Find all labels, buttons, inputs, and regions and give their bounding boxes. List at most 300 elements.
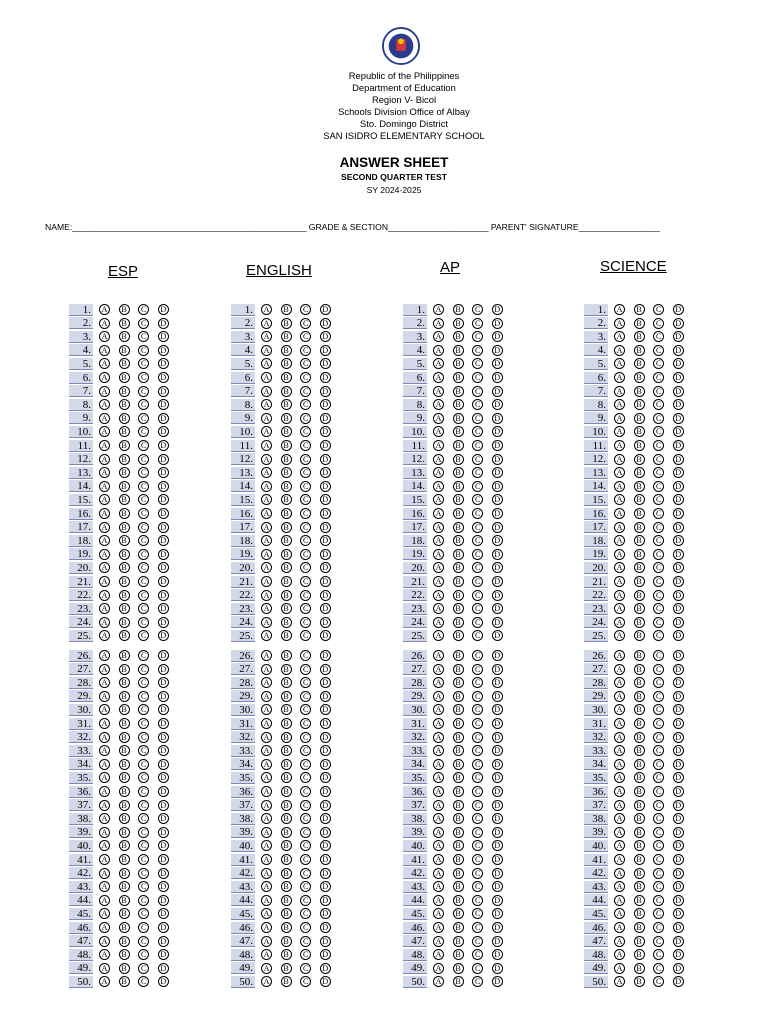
choice-bubble-b[interactable]: B [453,827,464,838]
choice-bubble-b[interactable]: B [119,331,130,342]
choice-bubble-b[interactable]: B [281,494,292,505]
choice-bubble-d[interactable]: D [673,345,684,356]
choice-bubble-a[interactable]: A [614,358,625,369]
choice-bubble-d[interactable]: D [492,358,503,369]
student-info-line[interactable]: NAME:_________________________________________________ GRADE & SECTION_____________________ PARENT' SIGNATURE_________________ [45,222,660,232]
choice-bubble-b[interactable]: B [634,426,645,437]
choice-bubble-a[interactable]: A [261,908,272,919]
choice-bubble-c[interactable]: C [138,908,149,919]
choice-bubble-a[interactable]: A [99,617,110,628]
choice-bubble-c[interactable]: C [300,413,311,424]
choice-bubble-a[interactable]: A [99,813,110,824]
choice-bubble-a[interactable]: A [99,786,110,797]
choice-bubble-b[interactable]: B [634,508,645,519]
choice-bubble-d[interactable]: D [320,399,331,410]
choice-bubble-d[interactable]: D [320,704,331,715]
choice-bubble-b[interactable]: B [281,481,292,492]
choice-bubble-b[interactable]: B [281,854,292,865]
choice-bubble-a[interactable]: A [614,562,625,573]
choice-bubble-c[interactable]: C [138,922,149,933]
choice-bubble-d[interactable]: D [320,677,331,688]
choice-bubble-c[interactable]: C [472,318,483,329]
choice-bubble-d[interactable]: D [158,691,169,702]
choice-bubble-a[interactable]: A [261,704,272,715]
choice-bubble-c[interactable]: C [300,786,311,797]
choice-bubble-b[interactable]: B [119,535,130,546]
choice-bubble-d[interactable]: D [492,590,503,601]
choice-bubble-a[interactable]: A [433,454,444,465]
choice-bubble-b[interactable]: B [453,467,464,478]
choice-bubble-a[interactable]: A [433,745,444,756]
choice-bubble-c[interactable]: C [653,691,664,702]
choice-bubble-b[interactable]: B [281,535,292,546]
choice-bubble-c[interactable]: C [138,772,149,783]
choice-bubble-d[interactable]: D [673,467,684,478]
choice-bubble-c[interactable]: C [138,664,149,675]
choice-bubble-d[interactable]: D [492,976,503,987]
choice-bubble-b[interactable]: B [119,895,130,906]
choice-bubble-a[interactable]: A [433,732,444,743]
choice-bubble-b[interactable]: B [453,759,464,770]
choice-bubble-d[interactable]: D [673,908,684,919]
choice-bubble-d[interactable]: D [320,759,331,770]
choice-bubble-a[interactable]: A [99,800,110,811]
choice-bubble-d[interactable]: D [320,372,331,383]
choice-bubble-a[interactable]: A [261,318,272,329]
choice-bubble-b[interactable]: B [119,936,130,947]
choice-bubble-d[interactable]: D [673,454,684,465]
choice-bubble-b[interactable]: B [453,895,464,906]
choice-bubble-c[interactable]: C [653,936,664,947]
choice-bubble-c[interactable]: C [472,772,483,783]
choice-bubble-c[interactable]: C [300,800,311,811]
choice-bubble-b[interactable]: B [453,535,464,546]
choice-bubble-d[interactable]: D [158,854,169,865]
choice-bubble-c[interactable]: C [138,549,149,560]
choice-bubble-a[interactable]: A [99,345,110,356]
choice-bubble-c[interactable]: C [300,936,311,947]
choice-bubble-c[interactable]: C [138,617,149,628]
choice-bubble-b[interactable]: B [453,976,464,987]
choice-bubble-b[interactable]: B [119,399,130,410]
choice-bubble-a[interactable]: A [614,691,625,702]
choice-bubble-c[interactable]: C [300,345,311,356]
choice-bubble-b[interactable]: B [281,677,292,688]
choice-bubble-c[interactable]: C [300,372,311,383]
choice-bubble-b[interactable]: B [453,718,464,729]
choice-bubble-d[interactable]: D [673,399,684,410]
choice-bubble-a[interactable]: A [614,590,625,601]
choice-bubble-c[interactable]: C [300,467,311,478]
choice-bubble-c[interactable]: C [653,399,664,410]
choice-bubble-a[interactable]: A [433,358,444,369]
choice-bubble-d[interactable]: D [492,304,503,315]
choice-bubble-c[interactable]: C [472,481,483,492]
choice-bubble-b[interactable]: B [119,922,130,933]
choice-bubble-a[interactable]: A [614,549,625,560]
choice-bubble-b[interactable]: B [281,759,292,770]
choice-bubble-c[interactable]: C [472,813,483,824]
choice-bubble-a[interactable]: A [433,664,444,675]
choice-bubble-a[interactable]: A [433,630,444,641]
choice-bubble-d[interactable]: D [673,535,684,546]
choice-bubble-a[interactable]: A [99,936,110,947]
choice-bubble-c[interactable]: C [653,745,664,756]
choice-bubble-a[interactable]: A [433,426,444,437]
choice-bubble-a[interactable]: A [99,318,110,329]
choice-bubble-b[interactable]: B [634,908,645,919]
choice-bubble-d[interactable]: D [320,868,331,879]
choice-bubble-b[interactable]: B [634,759,645,770]
choice-bubble-a[interactable]: A [433,772,444,783]
choice-bubble-d[interactable]: D [158,745,169,756]
choice-bubble-b[interactable]: B [281,936,292,947]
choice-bubble-a[interactable]: A [614,732,625,743]
choice-bubble-b[interactable]: B [281,786,292,797]
choice-bubble-c[interactable]: C [300,304,311,315]
choice-bubble-c[interactable]: C [300,318,311,329]
choice-bubble-a[interactable]: A [614,372,625,383]
choice-bubble-c[interactable]: C [472,440,483,451]
choice-bubble-d[interactable]: D [492,800,503,811]
choice-bubble-b[interactable]: B [634,345,645,356]
choice-bubble-b[interactable]: B [453,732,464,743]
choice-bubble-a[interactable]: A [261,963,272,974]
choice-bubble-d[interactable]: D [673,331,684,342]
choice-bubble-b[interactable]: B [453,881,464,892]
choice-bubble-d[interactable]: D [673,590,684,601]
choice-bubble-b[interactable]: B [119,827,130,838]
choice-bubble-c[interactable]: C [138,372,149,383]
choice-bubble-a[interactable]: A [261,522,272,533]
choice-bubble-b[interactable]: B [453,508,464,519]
choice-bubble-c[interactable]: C [138,704,149,715]
choice-bubble-c[interactable]: C [138,467,149,478]
choice-bubble-c[interactable]: C [472,936,483,947]
choice-bubble-d[interactable]: D [320,345,331,356]
choice-bubble-d[interactable]: D [673,854,684,865]
choice-bubble-c[interactable]: C [653,908,664,919]
choice-bubble-d[interactable]: D [492,481,503,492]
choice-bubble-a[interactable]: A [99,304,110,315]
choice-bubble-d[interactable]: D [492,949,503,960]
choice-bubble-d[interactable]: D [320,732,331,743]
choice-bubble-c[interactable]: C [653,704,664,715]
choice-bubble-c[interactable]: C [138,949,149,960]
choice-bubble-c[interactable]: C [300,691,311,702]
choice-bubble-b[interactable]: B [634,576,645,587]
choice-bubble-d[interactable]: D [158,386,169,397]
choice-bubble-c[interactable]: C [472,800,483,811]
choice-bubble-d[interactable]: D [158,481,169,492]
choice-bubble-d[interactable]: D [320,617,331,628]
choice-bubble-a[interactable]: A [261,562,272,573]
choice-bubble-c[interactable]: C [653,895,664,906]
choice-bubble-c[interactable]: C [653,813,664,824]
choice-bubble-c[interactable]: C [300,399,311,410]
choice-bubble-c[interactable]: C [138,454,149,465]
choice-bubble-a[interactable]: A [261,576,272,587]
choice-bubble-a[interactable]: A [614,386,625,397]
choice-bubble-b[interactable]: B [453,454,464,465]
choice-bubble-c[interactable]: C [472,454,483,465]
choice-bubble-d[interactable]: D [320,949,331,960]
choice-bubble-b[interactable]: B [119,549,130,560]
choice-bubble-d[interactable]: D [320,304,331,315]
choice-bubble-d[interactable]: D [492,603,503,614]
choice-bubble-c[interactable]: C [653,868,664,879]
choice-bubble-b[interactable]: B [281,318,292,329]
choice-bubble-b[interactable]: B [453,345,464,356]
choice-bubble-c[interactable]: C [300,426,311,437]
choice-bubble-b[interactable]: B [634,813,645,824]
choice-bubble-d[interactable]: D [492,664,503,675]
choice-bubble-b[interactable]: B [281,813,292,824]
choice-bubble-c[interactable]: C [653,677,664,688]
choice-bubble-b[interactable]: B [119,345,130,356]
choice-bubble-d[interactable]: D [158,772,169,783]
choice-bubble-a[interactable]: A [261,426,272,437]
choice-bubble-d[interactable]: D [492,745,503,756]
choice-bubble-c[interactable]: C [138,895,149,906]
choice-bubble-a[interactable]: A [99,759,110,770]
choice-bubble-b[interactable]: B [634,718,645,729]
choice-bubble-a[interactable]: A [433,922,444,933]
choice-bubble-d[interactable]: D [320,467,331,478]
choice-bubble-b[interactable]: B [119,386,130,397]
choice-bubble-c[interactable]: C [653,549,664,560]
choice-bubble-d[interactable]: D [158,963,169,974]
choice-bubble-c[interactable]: C [300,590,311,601]
choice-bubble-b[interactable]: B [281,467,292,478]
choice-bubble-d[interactable]: D [492,827,503,838]
choice-bubble-d[interactable]: D [492,840,503,851]
choice-bubble-b[interactable]: B [281,603,292,614]
choice-bubble-a[interactable]: A [99,630,110,641]
choice-bubble-b[interactable]: B [281,630,292,641]
choice-bubble-d[interactable]: D [320,562,331,573]
choice-bubble-a[interactable]: A [99,494,110,505]
choice-bubble-b[interactable]: B [634,895,645,906]
choice-bubble-c[interactable]: C [653,854,664,865]
choice-bubble-a[interactable]: A [99,854,110,865]
choice-bubble-c[interactable]: C [472,331,483,342]
choice-bubble-c[interactable]: C [653,759,664,770]
choice-bubble-c[interactable]: C [653,963,664,974]
choice-bubble-b[interactable]: B [281,732,292,743]
choice-bubble-c[interactable]: C [300,677,311,688]
choice-bubble-a[interactable]: A [261,949,272,960]
choice-bubble-d[interactable]: D [492,331,503,342]
choice-bubble-d[interactable]: D [673,304,684,315]
choice-bubble-d[interactable]: D [320,576,331,587]
choice-bubble-c[interactable]: C [138,691,149,702]
choice-bubble-b[interactable]: B [281,963,292,974]
choice-bubble-a[interactable]: A [614,467,625,478]
choice-bubble-d[interactable]: D [492,908,503,919]
choice-bubble-b[interactable]: B [634,745,645,756]
choice-bubble-d[interactable]: D [673,704,684,715]
choice-bubble-c[interactable]: C [472,908,483,919]
choice-bubble-b[interactable]: B [634,827,645,838]
choice-bubble-c[interactable]: C [138,522,149,533]
choice-bubble-a[interactable]: A [261,331,272,342]
choice-bubble-b[interactable]: B [634,840,645,851]
choice-bubble-d[interactable]: D [158,576,169,587]
choice-bubble-d[interactable]: D [492,617,503,628]
choice-bubble-a[interactable]: A [433,304,444,315]
choice-bubble-a[interactable]: A [433,508,444,519]
choice-bubble-c[interactable]: C [653,976,664,987]
choice-bubble-b[interactable]: B [119,590,130,601]
choice-bubble-c[interactable]: C [653,331,664,342]
choice-bubble-c[interactable]: C [300,759,311,770]
choice-bubble-c[interactable]: C [300,603,311,614]
choice-bubble-a[interactable]: A [614,922,625,933]
choice-bubble-c[interactable]: C [653,522,664,533]
choice-bubble-a[interactable]: A [433,704,444,715]
choice-bubble-c[interactable]: C [300,895,311,906]
choice-bubble-a[interactable]: A [99,535,110,546]
choice-bubble-b[interactable]: B [119,603,130,614]
choice-bubble-d[interactable]: D [492,630,503,641]
choice-bubble-a[interactable]: A [433,467,444,478]
choice-bubble-c[interactable]: C [138,481,149,492]
choice-bubble-a[interactable]: A [614,440,625,451]
choice-bubble-d[interactable]: D [492,963,503,974]
choice-bubble-b[interactable]: B [119,454,130,465]
choice-bubble-c[interactable]: C [138,562,149,573]
choice-bubble-b[interactable]: B [119,732,130,743]
choice-bubble-a[interactable]: A [614,413,625,424]
choice-bubble-b[interactable]: B [634,650,645,661]
choice-bubble-d[interactable]: D [492,549,503,560]
choice-bubble-a[interactable]: A [433,535,444,546]
choice-bubble-d[interactable]: D [492,522,503,533]
choice-bubble-d[interactable]: D [320,494,331,505]
choice-bubble-a[interactable]: A [433,963,444,974]
choice-bubble-d[interactable]: D [673,963,684,974]
choice-bubble-c[interactable]: C [472,922,483,933]
choice-bubble-a[interactable]: A [433,590,444,601]
choice-bubble-a[interactable]: A [433,549,444,560]
choice-bubble-d[interactable]: D [158,664,169,675]
choice-bubble-d[interactable]: D [673,745,684,756]
choice-bubble-b[interactable]: B [281,976,292,987]
choice-bubble-a[interactable]: A [99,745,110,756]
choice-bubble-a[interactable]: A [99,840,110,851]
choice-bubble-a[interactable]: A [614,800,625,811]
choice-bubble-c[interactable]: C [300,813,311,824]
choice-bubble-a[interactable]: A [614,786,625,797]
choice-bubble-a[interactable]: A [99,413,110,424]
choice-bubble-a[interactable]: A [99,549,110,560]
choice-bubble-b[interactable]: B [634,603,645,614]
choice-bubble-c[interactable]: C [300,440,311,451]
choice-bubble-c[interactable]: C [653,454,664,465]
choice-bubble-c[interactable]: C [472,949,483,960]
choice-bubble-d[interactable]: D [673,936,684,947]
choice-bubble-b[interactable]: B [634,549,645,560]
choice-bubble-d[interactable]: D [320,590,331,601]
choice-bubble-d[interactable]: D [320,895,331,906]
choice-bubble-a[interactable]: A [614,745,625,756]
choice-bubble-d[interactable]: D [320,481,331,492]
choice-bubble-b[interactable]: B [453,358,464,369]
choice-bubble-d[interactable]: D [158,895,169,906]
choice-bubble-b[interactable]: B [453,650,464,661]
choice-bubble-b[interactable]: B [453,372,464,383]
choice-bubble-b[interactable]: B [119,426,130,437]
choice-bubble-d[interactable]: D [320,936,331,947]
choice-bubble-c[interactable]: C [138,732,149,743]
choice-bubble-c[interactable]: C [653,562,664,573]
choice-bubble-c[interactable]: C [138,494,149,505]
choice-bubble-d[interactable]: D [492,718,503,729]
choice-bubble-b[interactable]: B [281,908,292,919]
choice-bubble-a[interactable]: A [433,854,444,865]
choice-bubble-d[interactable]: D [158,549,169,560]
choice-bubble-c[interactable]: C [472,650,483,661]
choice-bubble-a[interactable]: A [99,522,110,533]
choice-bubble-c[interactable]: C [653,508,664,519]
choice-bubble-d[interactable]: D [492,936,503,947]
choice-bubble-b[interactable]: B [119,691,130,702]
choice-bubble-c[interactable]: C [138,813,149,824]
choice-bubble-d[interactable]: D [158,372,169,383]
choice-bubble-d[interactable]: D [320,650,331,661]
choice-bubble-b[interactable]: B [119,908,130,919]
choice-bubble-d[interactable]: D [492,881,503,892]
choice-bubble-a[interactable]: A [99,922,110,933]
choice-bubble-a[interactable]: A [614,718,625,729]
choice-bubble-b[interactable]: B [281,840,292,851]
choice-bubble-c[interactable]: C [138,677,149,688]
choice-bubble-b[interactable]: B [119,304,130,315]
choice-bubble-d[interactable]: D [673,691,684,702]
choice-bubble-b[interactable]: B [634,372,645,383]
choice-bubble-a[interactable]: A [614,868,625,879]
choice-bubble-d[interactable]: D [320,922,331,933]
choice-bubble-c[interactable]: C [653,576,664,587]
choice-bubble-d[interactable]: D [492,772,503,783]
choice-bubble-c[interactable]: C [138,576,149,587]
choice-bubble-c[interactable]: C [653,922,664,933]
choice-bubble-b[interactable]: B [119,854,130,865]
choice-bubble-a[interactable]: A [261,304,272,315]
choice-bubble-b[interactable]: B [119,440,130,451]
choice-bubble-d[interactable]: D [320,786,331,797]
choice-bubble-a[interactable]: A [261,718,272,729]
choice-bubble-b[interactable]: B [453,908,464,919]
choice-bubble-c[interactable]: C [472,386,483,397]
choice-bubble-c[interactable]: C [300,650,311,661]
choice-bubble-d[interactable]: D [492,650,503,661]
choice-bubble-b[interactable]: B [281,522,292,533]
choice-bubble-a[interactable]: A [433,759,444,770]
choice-bubble-c[interactable]: C [138,745,149,756]
choice-bubble-c[interactable]: C [300,576,311,587]
choice-bubble-a[interactable]: A [261,494,272,505]
choice-bubble-a[interactable]: A [99,881,110,892]
choice-bubble-a[interactable]: A [614,576,625,587]
choice-bubble-b[interactable]: B [281,358,292,369]
choice-bubble-b[interactable]: B [634,949,645,960]
choice-bubble-b[interactable]: B [281,399,292,410]
choice-bubble-a[interactable]: A [261,677,272,688]
choice-bubble-b[interactable]: B [119,650,130,661]
choice-bubble-b[interactable]: B [281,772,292,783]
